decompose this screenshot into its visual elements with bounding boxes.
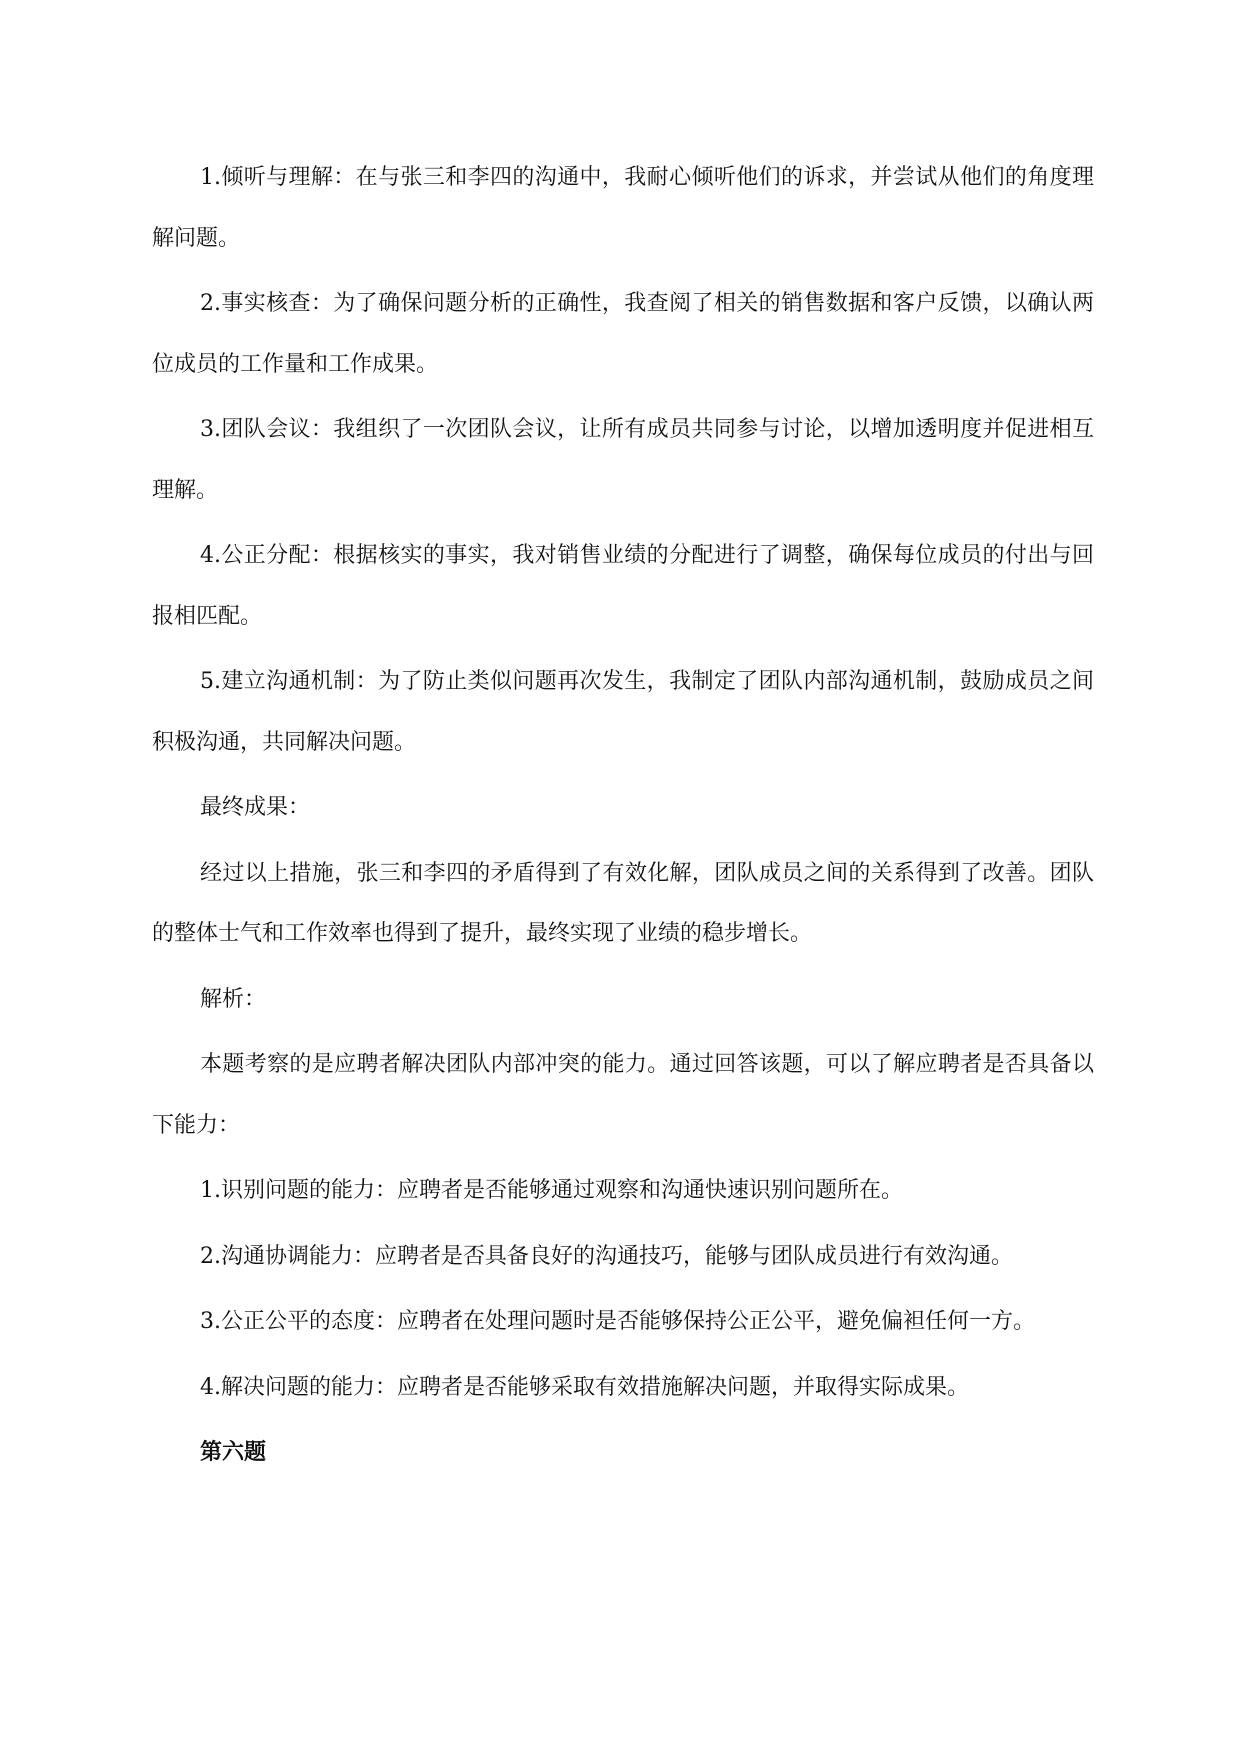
paragraph-analysis-label: 解析： (200, 986, 267, 1012)
document-body (152, 148, 1094, 1484)
paragraph-ability-solve: 4.解决问题的能力：应聘者是否能够采取有效措施解决问题，并取得实际成果。 (200, 1374, 969, 1400)
paragraph-fair-allocation: 4.公正分配：根据核实的事实，我对销售业绩的分配进行了调整，确保每位成员的付出与回报相匹配。 (152, 543, 1094, 629)
paragraph-communication-mechanism: 5.建立沟通机制：为了防止类似问题再次发生，我制定了团队内部沟通机制，鼓励成员之间积极沟通，共同解决问题。 (152, 669, 1094, 755)
paragraph-ability-fairness: 3.公正公平的态度：应聘者在处理问题时是否能够保持公正公平，避免偏袒任何一方。 (200, 1309, 1035, 1334)
paragraph-final-result: 经过以上措施，张三和李四的矛盾得到了有效化解，团队成员之间的关系得到了改善。团队的整体士气和工作效率也得到了提升，最终实现了业绩的稳步增长。 (152, 860, 1094, 946)
paragraph-team-meeting: 3.团队会议：我组织了一次团队会议，让所有成员共同参与讨论，以增加透明度并促进相互理解。 (152, 417, 1094, 503)
paragraph-listening: 1.倾听与理解：在与张三和李四的沟通中，我耐心倾听他们的诉求，并尝试从他们的角度理解问题。 (152, 165, 1094, 251)
section-heading: 第六题 (200, 1440, 267, 1465)
paragraph-final-result-label: 最终成果： (200, 795, 311, 820)
paragraph-ability-identify: 1.识别问题的能力：应聘者是否能够通过观察和沟通快速识别问题所在。 (200, 1178, 903, 1203)
paragraph-analysis-intro: 本题考察的是应聘者解决团队内部冲突的能力。通过回答该题，可以了解应聘者是否具备以下能力： (152, 1052, 1094, 1138)
paragraph-fact-check: 2.事实核查：为了确保问题分析的正确性，我查阅了相关的销售数据和客户反馈，以确认两位成员的工作量和工作成果。 (152, 291, 1094, 377)
paragraph-ability-communicate: 2.沟通协调能力：应聘者是否具备良好的沟通技巧，能够与团队成员进行有效沟通。 (200, 1243, 1013, 1269)
